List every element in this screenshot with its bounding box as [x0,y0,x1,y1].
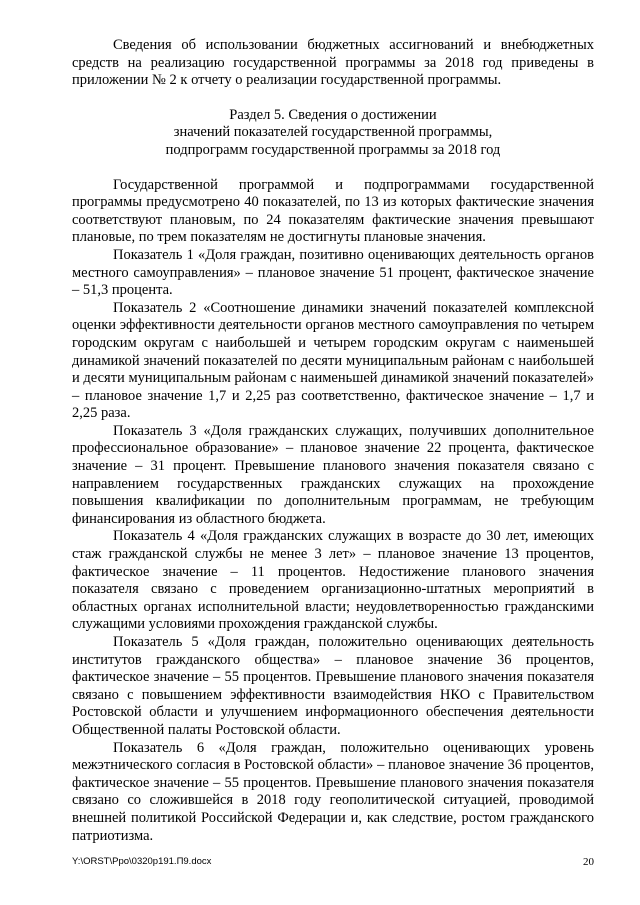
intro-paragraph: Сведения об использовании бюджетных ассигнований и внебюджетных средств на реализацию государственной программы за 2018 год приведены в приложении № 2 к отчету о реализации государственной программы. [72,37,594,89]
section-heading-line-2: значений показателей государственной программы, [173,124,493,141]
document-body [72,37,594,845]
paragraph-indicator-1: Показатель 1 «Доля граждан, позитивно оценивающих деятельность органов местного самоуправления» – плановое значение 51 процент, фактическое значение – 51,3 процента. [72,246,594,299]
paragraph-indicator-5: Показатель 5 «Доля граждан, положительно оценивающих деятельность институтов гражданского общества» – плановое значение 36 процентов, фактическое значение – 55 процентов. Превышение планового значения показателя связано с повышением эффективности взаимодействия НКО с Правительством Ростовской области и улучшением информационного обеспечения деятельности Общественной палаты Ростовской области. [72,634,594,738]
paragraph-indicator-4: Показатель 4 «Доля гражданских служащих в возрасте до 30 лет, имеющих стаж гражданской службы не менее 3 лет» – плановое значение 13 процентов, фактическое значение – 11 процентов. Недостижение планового значения показателя связано с проведением организационно-штатных мероприятий в областных органах исполнительной власти; неудовлетворенностью гражданскими служащими условиями прохождения гражданской службы. [72,528,594,633]
paragraph-indicator-2: Показатель 2 «Соотношение динамики значений показателей комплексной оценки эффективности деятельности органов местного самоуправления по четырем городским округам с наибольшей и четырем городским округам с наименьшей динамикой значений показателей по десяти муниципальным районам с наибольшей и десяти муниципальным районам с наименьшей динамикой значений показателей» – плановое значение 1,7 и 2,25 раз соответственно, фактическое значение – 1,7 и 2,25 раза. [72,299,594,422]
page-number: 20 [583,856,594,868]
section-heading-line-1: Раздел 5. Сведения о достижении [229,106,437,123]
paragraph-indicator-6: Показатель 6 «Доля граждан, положительно оценивающих уровень межэтнического согласия в Ростовской области» – плановое значение 36 процентов, фактическое значение – 55 процентов. Превышение планового значения показателя связано со сложившейся в 2018 году геополитической ситуацией, проводимой внешней политикой Российской Федерации и, как следствие, ростом гражданского патриотизма. [72,739,594,844]
file-path: Y:\ORST\Ppo\0320p191.П9.docx [72,856,212,867]
section-heading [72,107,594,160]
section-heading-line-3: подпрограмм государственной программы за 2018 год [165,141,501,158]
paragraph-summary: Государственной программой и подпрограммами государственной программы предусмотрено 40 показателей, по 13 из которых фактические значения соответствуют плановым, по 24 показателям фактические значения превышают плановые, по трем показателям не достигнуты плановые значения. [72,176,594,246]
paragraph-indicator-3: Показатель 3 «Доля гражданских служащих, получивших дополнительное профессиональное образование» – плановое значение 22 процента, фактическое значение – 31 процент. Превышение планового значения показателя связано с направлением государственных гражданских служащих на прохождение повышения квалификации по дополнительным программам, не требующим финансирования из областного бюджета. [72,422,594,527]
